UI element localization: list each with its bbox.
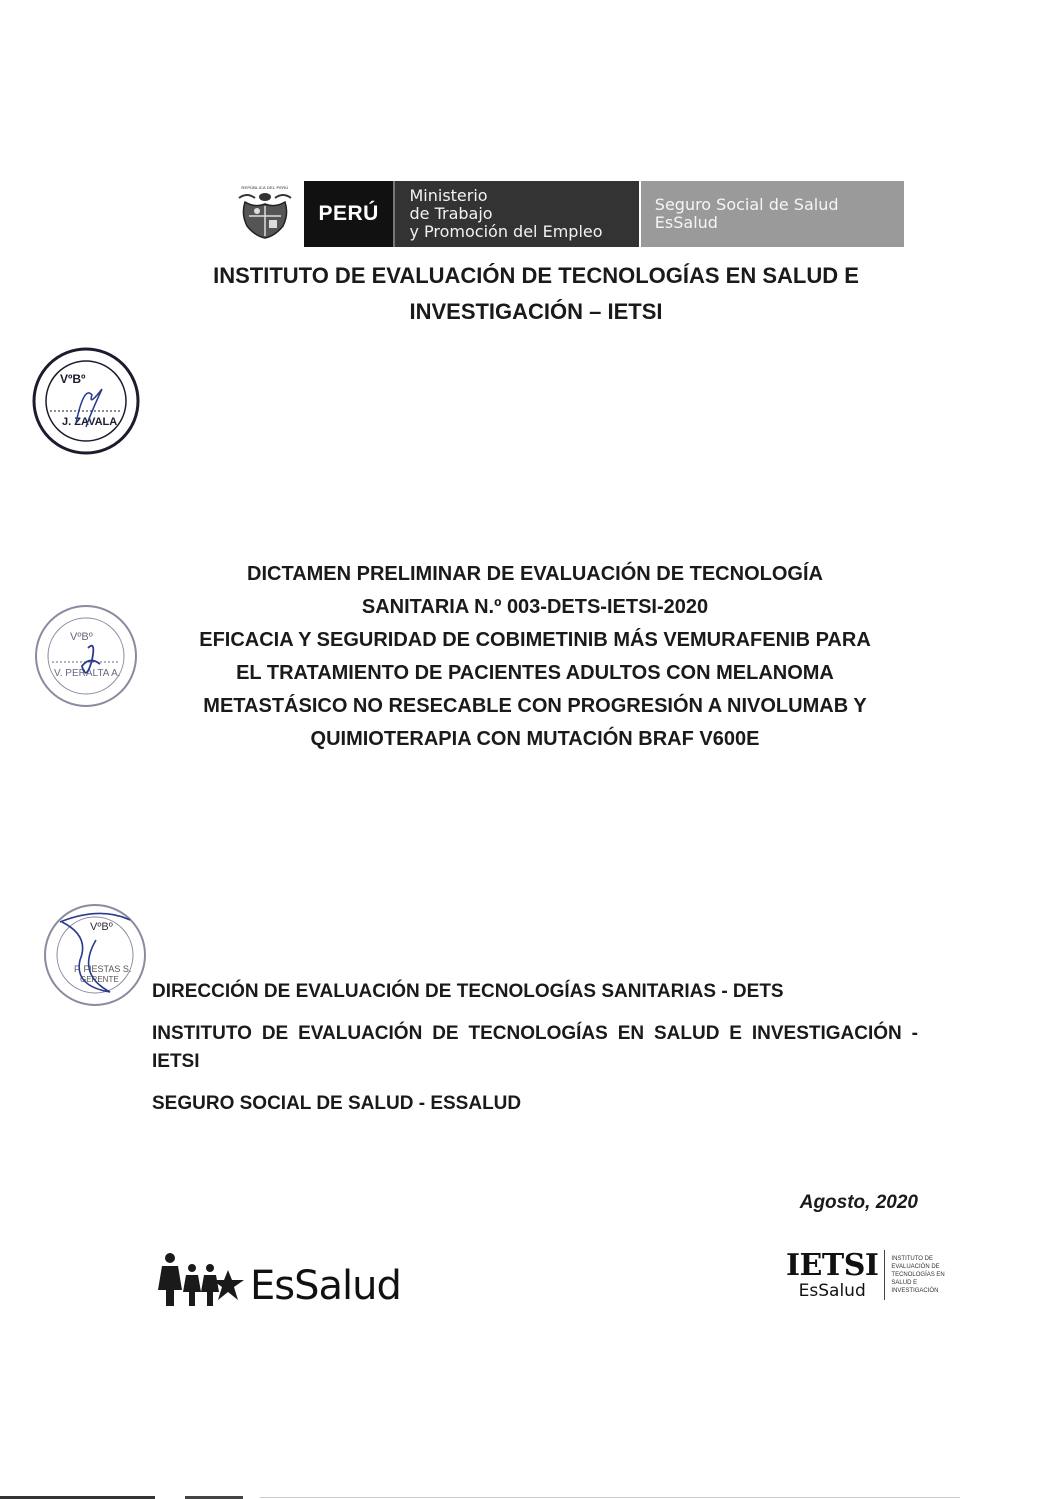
agency-line-2: EsSalud (654, 213, 718, 232)
stamp-2-name: V. PERALTA A. (54, 668, 121, 679)
ministry-line-3: y Promoción del Empleo (409, 222, 603, 241)
ietsi-logo (786, 1250, 947, 1300)
agency-brand-box (641, 181, 904, 247)
document-date: Agosto, 2020 (799, 1192, 918, 1213)
institute-title-line-2: INVESTIGACIÓN – IETSI (409, 299, 663, 324)
country-label: PERÚ (318, 202, 379, 225)
directorate-line-2: INSTITUTO DE EVALUACIÓN DE TECNOLOGÍAS EN SALUD E INVESTIGACIÓN - IETSI (152, 1023, 918, 1072)
directorate-block (152, 978, 918, 1118)
dictamen-line-5: METASTÁSICO NO RESECABLE CON PROGRESIÓN A NIVOLUMAB Y (203, 695, 867, 717)
coat-of-arms-icon (226, 181, 304, 247)
institute-title (150, 258, 922, 330)
ietsi-wordmark: IETSI (786, 1248, 879, 1283)
approval-stamp-fiestas (40, 900, 150, 1010)
ministry-line-1: Ministerio (409, 186, 488, 205)
directorate-line-3: SEGURO SOCIAL DE SALUD - ESSALUD (152, 1093, 522, 1114)
ministry-line-2: de Trabajo (409, 204, 493, 223)
ietsi-description: INSTITUTO DE EVALUACIÓN DE TECNOLOGÍAS EN SALUD E INVESTIGACIÓN (891, 1256, 945, 1294)
stamp-3-name: F. FIESTAS S. (74, 964, 132, 974)
directorate-line-1: DIRECCIÓN DE EVALUACIÓN DE TECNOLOGÍAS SANITARIAS - DETS (152, 981, 784, 1002)
essalud-logo-text: EsSalud (250, 1263, 401, 1309)
ministry-brand-box (393, 181, 638, 247)
government-header-banner (226, 181, 904, 247)
stamp-3-vb: VºBº (90, 921, 113, 933)
peru-brand-box (304, 181, 394, 247)
family-figures-icon (158, 1250, 246, 1308)
scan-edge-marks (0, 1494, 1056, 1499)
stamp-2-vb: VºBº (70, 631, 93, 643)
peru-shield-icon (237, 190, 293, 240)
essalud-logo (158, 1250, 401, 1308)
approval-stamp-zavala (30, 345, 142, 457)
stamp-1-vb: VºBº (60, 372, 86, 386)
agency-line-1: Seguro Social de Salud (654, 195, 839, 214)
stamp-1-name: J. ZAVALA (62, 416, 118, 428)
dictamen-title-block (140, 558, 930, 756)
ietsi-essalud-text: EsSalud (798, 1281, 866, 1301)
dictamen-line-2: SANITARIA N.º 003-DETS-IETSI-2020 (361, 596, 709, 618)
coat-of-arms-caption: REPÚBLICA DEL PERÚ (241, 185, 289, 190)
dictamen-line-1: DICTAMEN PRELIMINAR DE EVALUACIÓN DE TECNOLOGÍA (247, 563, 823, 585)
institute-title-line-1: INSTITUTO DE EVALUACIÓN DE TECNOLOGÍAS EN SALUD E (213, 263, 859, 288)
ietsi-logo-main (786, 1250, 885, 1300)
dictamen-line-6: QUIMIOTERAPIA CON MUTACIÓN BRAF V600E (310, 728, 760, 750)
approval-stamp-peralta (30, 600, 142, 712)
dictamen-line-3: EFICACIA Y SEGURIDAD DE COBIMETINIB MÁS VEMURAFENIB PARA (199, 629, 871, 651)
dictamen-line-4: EL TRATAMIENTO DE PACIENTES ADULTOS CON MELANOMA (236, 662, 834, 684)
stamp-3-role: GERENTE (80, 975, 119, 984)
